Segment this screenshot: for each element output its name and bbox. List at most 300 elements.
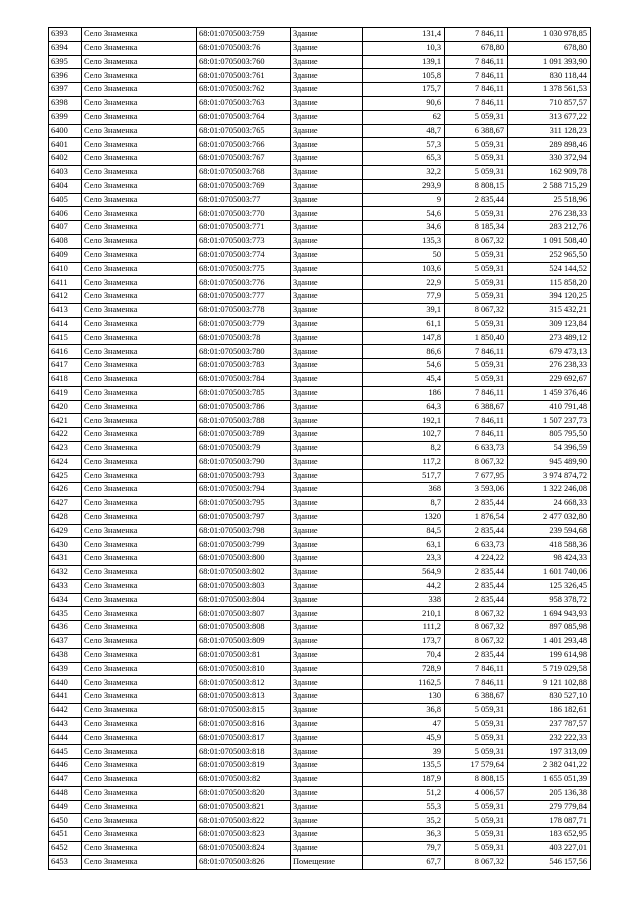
object-type-cell: Здание xyxy=(291,648,363,662)
settlement-cell: Село Знаменка xyxy=(82,469,197,483)
area-cell: 35,2 xyxy=(363,814,445,828)
cadastral-value-cell: 678,80 xyxy=(508,41,591,55)
row-number-cell: 6423 xyxy=(49,441,82,455)
cadastral-number-cell: 68:01:0705003:793 xyxy=(197,469,291,483)
object-type-cell: Здание xyxy=(291,138,363,152)
cadastral-value-cell: 276 238,33 xyxy=(508,207,591,221)
area-cell: 728,9 xyxy=(363,662,445,676)
cadastral-value-cell: 897 085,98 xyxy=(508,621,591,635)
area-cell: 130 xyxy=(363,690,445,704)
area-cell: 47 xyxy=(363,717,445,731)
table-row xyxy=(49,345,591,359)
area-cell: 8,2 xyxy=(363,441,445,455)
settlement-cell: Село Знаменка xyxy=(82,96,197,110)
row-number-cell: 6395 xyxy=(49,55,82,69)
unit-value-cell: 7 846,11 xyxy=(445,345,508,359)
cadastral-number-cell: 68:01:0705003:769 xyxy=(197,179,291,193)
object-type-cell: Здание xyxy=(291,704,363,718)
cadastral-number-cell: 68:01:0705003:821 xyxy=(197,800,291,814)
table-row xyxy=(49,55,591,69)
settlement-cell: Село Знаменка xyxy=(82,828,197,842)
table-row xyxy=(49,262,591,276)
settlement-cell: Село Знаменка xyxy=(82,579,197,593)
table-row xyxy=(49,138,591,152)
table-row xyxy=(49,83,591,97)
row-number-cell: 6411 xyxy=(49,276,82,290)
row-number-cell: 6419 xyxy=(49,386,82,400)
object-type-cell: Здание xyxy=(291,400,363,414)
cadastral-number-cell: 68:01:0705003:774 xyxy=(197,248,291,262)
cadastral-number-cell: 68:01:0705003:783 xyxy=(197,359,291,373)
object-type-cell: Здание xyxy=(291,552,363,566)
object-type-cell: Здание xyxy=(291,207,363,221)
area-cell: 36,3 xyxy=(363,828,445,842)
settlement-cell: Село Знаменка xyxy=(82,359,197,373)
cadastral-number-cell: 68:01:0705003:77 xyxy=(197,193,291,207)
table-row xyxy=(49,510,591,524)
row-number-cell: 6430 xyxy=(49,538,82,552)
cadastral-value-cell: 805 795,50 xyxy=(508,428,591,442)
cadastral-number-cell: 68:01:0705003:761 xyxy=(197,69,291,83)
area-cell: 102,7 xyxy=(363,428,445,442)
cadastral-number-cell: 68:01:0705003:78 xyxy=(197,331,291,345)
settlement-cell: Село Знаменка xyxy=(82,262,197,276)
unit-value-cell: 2 835,44 xyxy=(445,193,508,207)
unit-value-cell: 5 059,31 xyxy=(445,276,508,290)
cadastral-value-cell: 1 694 943,93 xyxy=(508,607,591,621)
cadastral-value-cell: 232 222,33 xyxy=(508,731,591,745)
cadastral-number-cell: 68:01:0705003:818 xyxy=(197,745,291,759)
table-row xyxy=(49,842,591,856)
area-cell: 22,9 xyxy=(363,276,445,290)
row-number-cell: 6439 xyxy=(49,662,82,676)
cadastral-number-cell: 68:01:0705003:82 xyxy=(197,773,291,787)
object-type-cell: Здание xyxy=(291,303,363,317)
cadastral-number-cell: 68:01:0705003:788 xyxy=(197,414,291,428)
cadastral-number-cell: 68:01:0705003:767 xyxy=(197,152,291,166)
row-number-cell: 6424 xyxy=(49,455,82,469)
table-row xyxy=(49,745,591,759)
cadastral-value-cell: 313 677,22 xyxy=(508,110,591,124)
unit-value-cell: 7 846,11 xyxy=(445,55,508,69)
cadastral-number-cell: 68:01:0705003:794 xyxy=(197,483,291,497)
area-cell: 39,1 xyxy=(363,303,445,317)
cadastral-value-cell: 24 668,33 xyxy=(508,497,591,511)
table-body xyxy=(49,28,591,870)
area-cell: 187,9 xyxy=(363,773,445,787)
cadastral-value-cell: 289 898,46 xyxy=(508,138,591,152)
unit-value-cell: 7 846,11 xyxy=(445,428,508,442)
settlement-cell: Село Знаменка xyxy=(82,497,197,511)
cadastral-value-cell: 273 489,12 xyxy=(508,331,591,345)
row-number-cell: 6445 xyxy=(49,745,82,759)
cadastral-number-cell: 68:01:0705003:824 xyxy=(197,842,291,856)
row-number-cell: 6413 xyxy=(49,303,82,317)
table-row xyxy=(49,497,591,511)
table-row xyxy=(49,648,591,662)
row-number-cell: 6448 xyxy=(49,786,82,800)
settlement-cell: Село Знаменка xyxy=(82,152,197,166)
area-cell: 57,3 xyxy=(363,138,445,152)
unit-value-cell: 1 876,54 xyxy=(445,510,508,524)
cadastral-value-cell: 229 692,67 xyxy=(508,372,591,386)
cadastral-number-cell: 68:01:0705003:816 xyxy=(197,717,291,731)
cadastral-number-cell: 68:01:0705003:790 xyxy=(197,455,291,469)
area-cell: 564,9 xyxy=(363,566,445,580)
cadastral-number-cell: 68:01:0705003:819 xyxy=(197,759,291,773)
cadastral-table xyxy=(48,27,591,870)
unit-value-cell: 8 067,32 xyxy=(445,607,508,621)
object-type-cell: Здание xyxy=(291,276,363,290)
settlement-cell: Село Знаменка xyxy=(82,317,197,331)
settlement-cell: Село Знаменка xyxy=(82,41,197,55)
cadastral-number-cell: 68:01:0705003:803 xyxy=(197,579,291,593)
settlement-cell: Село Знаменка xyxy=(82,234,197,248)
object-type-cell: Здание xyxy=(291,455,363,469)
area-cell: 338 xyxy=(363,593,445,607)
settlement-cell: Село Знаменка xyxy=(82,83,197,97)
area-cell: 103,6 xyxy=(363,262,445,276)
row-number-cell: 6402 xyxy=(49,152,82,166)
table-row xyxy=(49,248,591,262)
table-row xyxy=(49,96,591,110)
row-number-cell: 6403 xyxy=(49,165,82,179)
table-row xyxy=(49,179,591,193)
settlement-cell: Село Знаменка xyxy=(82,538,197,552)
cadastral-number-cell: 68:01:0705003:770 xyxy=(197,207,291,221)
table-row xyxy=(49,814,591,828)
area-cell: 517,7 xyxy=(363,469,445,483)
cadastral-value-cell: 679 473,13 xyxy=(508,345,591,359)
table-row xyxy=(49,331,591,345)
cadastral-number-cell: 68:01:0705003:765 xyxy=(197,124,291,138)
table-row xyxy=(49,786,591,800)
unit-value-cell: 8 067,32 xyxy=(445,635,508,649)
area-cell: 63,1 xyxy=(363,538,445,552)
table-row xyxy=(49,704,591,718)
unit-value-cell: 2 835,44 xyxy=(445,524,508,538)
cadastral-number-cell: 68:01:0705003:820 xyxy=(197,786,291,800)
cadastral-number-cell: 68:01:0705003:779 xyxy=(197,317,291,331)
cadastral-value-cell: 1 378 561,53 xyxy=(508,83,591,97)
cadastral-number-cell: 68:01:0705003:766 xyxy=(197,138,291,152)
object-type-cell: Здание xyxy=(291,152,363,166)
unit-value-cell: 8 067,32 xyxy=(445,855,508,869)
settlement-cell: Село Знаменка xyxy=(82,138,197,152)
object-type-cell: Здание xyxy=(291,41,363,55)
cadastral-number-cell: 68:01:0705003:813 xyxy=(197,690,291,704)
cadastral-number-cell: 68:01:0705003:780 xyxy=(197,345,291,359)
area-cell: 79,7 xyxy=(363,842,445,856)
row-number-cell: 6398 xyxy=(49,96,82,110)
cadastral-number-cell: 68:01:0705003:810 xyxy=(197,662,291,676)
unit-value-cell: 5 059,31 xyxy=(445,317,508,331)
cadastral-value-cell: 958 378,72 xyxy=(508,593,591,607)
object-type-cell: Здание xyxy=(291,317,363,331)
cadastral-value-cell: 197 313,09 xyxy=(508,745,591,759)
settlement-cell: Село Знаменка xyxy=(82,510,197,524)
area-cell: 55,3 xyxy=(363,800,445,814)
settlement-cell: Село Знаменка xyxy=(82,276,197,290)
row-number-cell: 6410 xyxy=(49,262,82,276)
unit-value-cell: 5 059,31 xyxy=(445,800,508,814)
row-number-cell: 6451 xyxy=(49,828,82,842)
cadastral-number-cell: 68:01:0705003:775 xyxy=(197,262,291,276)
object-type-cell: Здание xyxy=(291,786,363,800)
object-type-cell: Здание xyxy=(291,717,363,731)
object-type-cell: Здание xyxy=(291,179,363,193)
row-number-cell: 6396 xyxy=(49,69,82,83)
row-number-cell: 6394 xyxy=(49,41,82,55)
cadastral-number-cell: 68:01:0705003:800 xyxy=(197,552,291,566)
row-number-cell: 6450 xyxy=(49,814,82,828)
settlement-cell: Село Знаменка xyxy=(82,717,197,731)
object-type-cell: Здание xyxy=(291,441,363,455)
object-type-cell: Здание xyxy=(291,469,363,483)
cadastral-number-cell: 68:01:0705003:822 xyxy=(197,814,291,828)
cadastral-value-cell: 1 091 508,40 xyxy=(508,234,591,248)
area-cell: 131,4 xyxy=(363,28,445,42)
cadastral-number-cell: 68:01:0705003:785 xyxy=(197,386,291,400)
cadastral-value-cell: 2 588 715,29 xyxy=(508,179,591,193)
settlement-cell: Село Знаменка xyxy=(82,55,197,69)
settlement-cell: Село Знаменка xyxy=(82,414,197,428)
cadastral-value-cell: 279 779,84 xyxy=(508,800,591,814)
cadastral-value-cell: 283 212,76 xyxy=(508,221,591,235)
unit-value-cell: 5 059,31 xyxy=(445,828,508,842)
settlement-cell: Село Знаменка xyxy=(82,855,197,869)
settlement-cell: Село Знаменка xyxy=(82,386,197,400)
cadastral-value-cell: 125 326,45 xyxy=(508,579,591,593)
unit-value-cell: 3 593,06 xyxy=(445,483,508,497)
row-number-cell: 6416 xyxy=(49,345,82,359)
settlement-cell: Село Знаменка xyxy=(82,635,197,649)
object-type-cell: Здание xyxy=(291,372,363,386)
unit-value-cell: 8 067,32 xyxy=(445,234,508,248)
row-number-cell: 6404 xyxy=(49,179,82,193)
object-type-cell: Здание xyxy=(291,607,363,621)
table-row xyxy=(49,428,591,442)
table-row xyxy=(49,414,591,428)
settlement-cell: Село Знаменка xyxy=(82,690,197,704)
cadastral-number-cell: 68:01:0705003:798 xyxy=(197,524,291,538)
object-type-cell: Здание xyxy=(291,745,363,759)
row-number-cell: 6408 xyxy=(49,234,82,248)
area-cell: 9 xyxy=(363,193,445,207)
object-type-cell: Здание xyxy=(291,483,363,497)
object-type-cell: Здание xyxy=(291,497,363,511)
settlement-cell: Село Знаменка xyxy=(82,566,197,580)
object-type-cell: Здание xyxy=(291,110,363,124)
object-type-cell: Здание xyxy=(291,234,363,248)
row-number-cell: 6405 xyxy=(49,193,82,207)
unit-value-cell: 5 059,31 xyxy=(445,704,508,718)
cadastral-value-cell: 162 909,78 xyxy=(508,165,591,179)
row-number-cell: 6417 xyxy=(49,359,82,373)
area-cell: 44,2 xyxy=(363,579,445,593)
row-number-cell: 6414 xyxy=(49,317,82,331)
settlement-cell: Село Знаменка xyxy=(82,648,197,662)
area-cell: 186 xyxy=(363,386,445,400)
settlement-cell: Село Знаменка xyxy=(82,124,197,138)
unit-value-cell: 5 059,31 xyxy=(445,152,508,166)
table-row xyxy=(49,662,591,676)
table-row xyxy=(49,441,591,455)
row-number-cell: 6432 xyxy=(49,566,82,580)
unit-value-cell: 5 059,31 xyxy=(445,814,508,828)
table-row xyxy=(49,773,591,787)
object-type-cell: Здание xyxy=(291,814,363,828)
row-number-cell: 6449 xyxy=(49,800,82,814)
object-type-cell: Здание xyxy=(291,593,363,607)
cadastral-value-cell: 98 424,33 xyxy=(508,552,591,566)
cadastral-number-cell: 68:01:0705003:79 xyxy=(197,441,291,455)
unit-value-cell: 8 067,32 xyxy=(445,303,508,317)
object-type-cell: Здание xyxy=(291,621,363,635)
table-row xyxy=(49,455,591,469)
cadastral-number-cell: 68:01:0705003:81 xyxy=(197,648,291,662)
cadastral-value-cell: 239 594,68 xyxy=(508,524,591,538)
unit-value-cell: 5 059,31 xyxy=(445,359,508,373)
unit-value-cell: 5 059,31 xyxy=(445,290,508,304)
settlement-cell: Село Знаменка xyxy=(82,607,197,621)
table-row xyxy=(49,731,591,745)
row-number-cell: 6440 xyxy=(49,676,82,690)
table-row xyxy=(49,607,591,621)
settlement-cell: Село Знаменка xyxy=(82,800,197,814)
unit-value-cell: 5 059,31 xyxy=(445,372,508,386)
area-cell: 45,4 xyxy=(363,372,445,386)
area-cell: 36,8 xyxy=(363,704,445,718)
row-number-cell: 6447 xyxy=(49,773,82,787)
table-row xyxy=(49,483,591,497)
table-row xyxy=(49,690,591,704)
table-row xyxy=(49,317,591,331)
object-type-cell: Здание xyxy=(291,83,363,97)
table-row xyxy=(49,110,591,124)
table-row xyxy=(49,303,591,317)
settlement-cell: Село Знаменка xyxy=(82,842,197,856)
table-row xyxy=(49,593,591,607)
row-number-cell: 6412 xyxy=(49,290,82,304)
settlement-cell: Село Знаменка xyxy=(82,731,197,745)
area-cell: 293,9 xyxy=(363,179,445,193)
table-row xyxy=(49,635,591,649)
row-number-cell: 6429 xyxy=(49,524,82,538)
settlement-cell: Село Знаменка xyxy=(82,69,197,83)
unit-value-cell: 6 633,73 xyxy=(445,538,508,552)
unit-value-cell: 5 059,31 xyxy=(445,138,508,152)
cadastral-value-cell: 199 614,98 xyxy=(508,648,591,662)
cadastral-number-cell: 68:01:0705003:826 xyxy=(197,855,291,869)
unit-value-cell: 17 579,64 xyxy=(445,759,508,773)
row-number-cell: 6436 xyxy=(49,621,82,635)
unit-value-cell: 7 846,11 xyxy=(445,96,508,110)
table-row xyxy=(49,579,591,593)
object-type-cell: Здание xyxy=(291,414,363,428)
settlement-cell: Село Знаменка xyxy=(82,345,197,359)
row-number-cell: 6407 xyxy=(49,221,82,235)
area-cell: 39 xyxy=(363,745,445,759)
cadastral-value-cell: 403 227,01 xyxy=(508,842,591,856)
unit-value-cell: 2 835,44 xyxy=(445,648,508,662)
object-type-cell: Здание xyxy=(291,676,363,690)
cadastral-value-cell: 1 030 978,85 xyxy=(508,28,591,42)
object-type-cell: Здание xyxy=(291,345,363,359)
unit-value-cell: 2 835,44 xyxy=(445,566,508,580)
row-number-cell: 6427 xyxy=(49,497,82,511)
unit-value-cell: 6 388,67 xyxy=(445,400,508,414)
row-number-cell: 6443 xyxy=(49,717,82,731)
unit-value-cell: 5 059,31 xyxy=(445,842,508,856)
row-number-cell: 6434 xyxy=(49,593,82,607)
cadastral-number-cell: 68:01:0705003:807 xyxy=(197,607,291,621)
row-number-cell: 6399 xyxy=(49,110,82,124)
table-row xyxy=(49,538,591,552)
object-type-cell: Здание xyxy=(291,165,363,179)
cadastral-value-cell: 252 965,50 xyxy=(508,248,591,262)
settlement-cell: Село Знаменка xyxy=(82,179,197,193)
table-row xyxy=(49,193,591,207)
table-row xyxy=(49,566,591,580)
settlement-cell: Село Знаменка xyxy=(82,248,197,262)
object-type-cell: Здание xyxy=(291,28,363,42)
area-cell: 1320 xyxy=(363,510,445,524)
object-type-cell: Здание xyxy=(291,193,363,207)
row-number-cell: 6441 xyxy=(49,690,82,704)
table-row xyxy=(49,124,591,138)
area-cell: 64,3 xyxy=(363,400,445,414)
area-cell: 77,9 xyxy=(363,290,445,304)
table-row xyxy=(49,165,591,179)
cadastral-number-cell: 68:01:0705003:768 xyxy=(197,165,291,179)
area-cell: 135,5 xyxy=(363,759,445,773)
area-cell: 175,7 xyxy=(363,83,445,97)
table-row xyxy=(49,800,591,814)
object-type-cell: Здание xyxy=(291,800,363,814)
object-type-cell: Здание xyxy=(291,828,363,842)
table-row xyxy=(49,386,591,400)
cadastral-number-cell: 68:01:0705003:786 xyxy=(197,400,291,414)
area-cell: 50 xyxy=(363,248,445,262)
table-row xyxy=(49,400,591,414)
table-row xyxy=(49,828,591,842)
unit-value-cell: 5 059,31 xyxy=(445,745,508,759)
settlement-cell: Село Знаменка xyxy=(82,372,197,386)
table-row xyxy=(49,234,591,248)
row-number-cell: 6428 xyxy=(49,510,82,524)
cadastral-value-cell: 330 372,94 xyxy=(508,152,591,166)
unit-value-cell: 2 835,44 xyxy=(445,497,508,511)
unit-value-cell: 4 006,57 xyxy=(445,786,508,800)
table-row xyxy=(49,152,591,166)
area-cell: 84,5 xyxy=(363,524,445,538)
area-cell: 65,3 xyxy=(363,152,445,166)
area-cell: 368 xyxy=(363,483,445,497)
area-cell: 117,2 xyxy=(363,455,445,469)
row-number-cell: 6393 xyxy=(49,28,82,42)
cadastral-value-cell: 315 432,21 xyxy=(508,303,591,317)
table-row xyxy=(49,41,591,55)
settlement-cell: Село Знаменка xyxy=(82,662,197,676)
table-row xyxy=(49,469,591,483)
unit-value-cell: 6 633,73 xyxy=(445,441,508,455)
cadastral-value-cell: 237 787,57 xyxy=(508,717,591,731)
object-type-cell: Здание xyxy=(291,524,363,538)
object-type-cell: Здание xyxy=(291,538,363,552)
area-cell: 48,7 xyxy=(363,124,445,138)
settlement-cell: Село Знаменка xyxy=(82,110,197,124)
